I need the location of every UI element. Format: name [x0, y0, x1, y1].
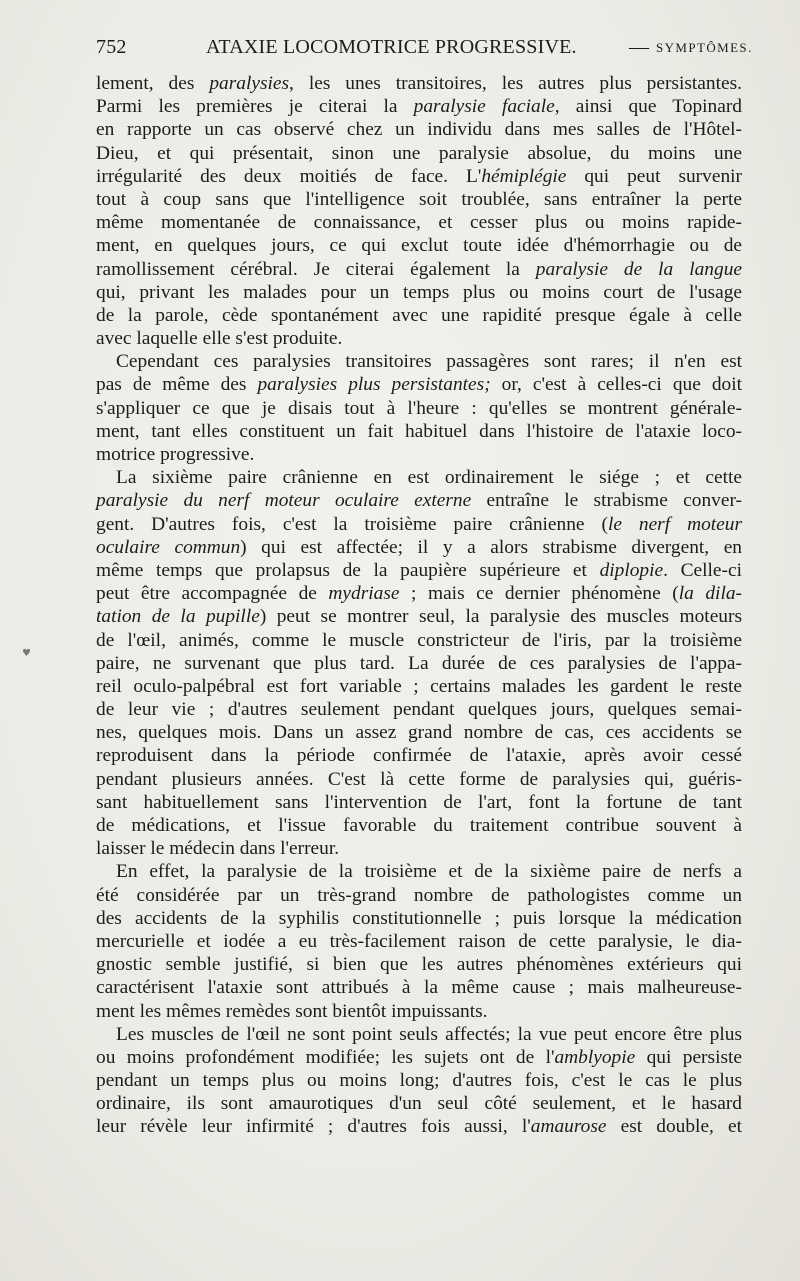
text-line: [96, 304, 742, 327]
text-segment: avec laquelle elle s'est produite.: [96, 328, 343, 350]
italic-term: paralysies plus persistantes;: [257, 374, 491, 396]
text-line: [96, 1046, 742, 1069]
text-line: [96, 629, 742, 652]
text-line: [96, 953, 742, 976]
text-segment: sant habituellement sans l'intervention de l'art, font la fortune de tant: [96, 791, 742, 813]
text-segment: entraîne le strabisme conver-: [471, 490, 742, 512]
text-line: [96, 466, 742, 489]
text-line: [96, 234, 742, 257]
text-segment: . Celle-ci: [663, 559, 742, 581]
text-segment: laisser le médecin dans l'erreur.: [96, 838, 340, 860]
title-separator: —: [629, 36, 650, 58]
italic-term: paralysies: [209, 73, 290, 94]
text-line: [96, 142, 742, 165]
text-line: [96, 1023, 742, 1046]
italic-term: la dila-: [678, 583, 742, 605]
italic-term: tation de la pupille: [96, 606, 260, 628]
text-line: [96, 698, 742, 721]
text-line: [96, 814, 742, 837]
text-segment: ordinaire, ils sont amaurotiques d'un seul côté seulement, et le hasard: [96, 1093, 742, 1115]
text-segment: pendant plusieurs années. C'est là cette forme de paralysies qui, guéris-: [96, 768, 742, 790]
text-line: [96, 837, 742, 860]
text-segment: qui peut survenir: [566, 165, 742, 187]
italic-term: hémiplégie: [481, 165, 567, 187]
text-line: [96, 443, 742, 466]
text-line: [96, 860, 742, 883]
text-segment: En effet, la paralysie de la troisième et de la sixième paire de nerfs a: [116, 861, 742, 883]
page-number: 752: [96, 36, 127, 58]
text-line: [96, 675, 742, 698]
italic-term: paralysie de la langue: [535, 258, 742, 280]
text-segment: de la parole, cède spontanément avec une rapidité presque égale à celle: [96, 304, 742, 326]
section-title: SYMPTÔMES.: [656, 40, 753, 55]
text-segment: Dieu, et qui présentait, sinon une paralysie absolue, du moins une: [96, 142, 742, 164]
text-line: [96, 281, 742, 304]
text-line: [96, 536, 742, 559]
text-segment: , ainsi que Topinard: [554, 96, 743, 118]
text-segment: ment les mêmes remèdes sont bientôt impuissants.: [96, 1000, 488, 1022]
text-segment: gnostic semble justifié, si bien que les autres phénomènes extérieurs qui: [96, 954, 742, 976]
text-segment: tout à coup sans que l'intelligence soit troublée, sans entraîner la perte: [96, 188, 742, 210]
text-segment: nes, quelques mois. Dans un assez grand nombre de cas, ces accidents se: [96, 722, 742, 744]
italic-term: le nerf moteur: [607, 513, 743, 535]
text-line: [96, 1000, 742, 1023]
text-segment: or, c'est à celles-ci que doit: [490, 374, 742, 396]
text-segment: été considérée par un très-grand nombre de pathologistes comme un: [96, 884, 742, 906]
text-line: [96, 1115, 742, 1138]
running-title: ATAXIE LOCOMOTRICE PROGRESSIVE.: [206, 36, 577, 58]
italic-term: amblyopie: [554, 1046, 636, 1068]
text-line: [96, 605, 742, 628]
text-segment: gent. D'autres fois, c'est la troisième paire crânienne (: [96, 513, 608, 535]
text-line: [96, 768, 742, 791]
text-line: [96, 884, 742, 907]
text-segment: Parmi les premières je citerai la: [96, 96, 414, 118]
text-line: [96, 420, 742, 443]
text-segment: de leur vie ; d'autres seulement pendant quelques jours, quelques semai-: [96, 699, 742, 721]
text-line: [96, 211, 742, 234]
text-segment: ment, tant elles constituent un fait habituel dans l'histoire de l'ataxie loco-: [96, 420, 742, 442]
text-line: [96, 559, 742, 582]
text-line: [96, 327, 742, 350]
text-line: [96, 791, 742, 814]
text-segment: reil oculo-palpébral est fort variable ; certains malades les gardent le reste: [96, 675, 742, 697]
italic-term: mydriase: [328, 583, 400, 605]
italic-term: diplopie: [599, 559, 664, 581]
text-segment: pas de même des: [96, 374, 258, 396]
text-segment: est double, et: [606, 1116, 742, 1138]
text-line: [96, 72, 742, 95]
text-line: [96, 907, 742, 930]
body-text: [96, 72, 742, 1139]
text-segment: même momentanée de connaissance, et cesser plus ou moins rapide-: [96, 212, 742, 234]
text-segment: Les muscles de l'œil ne sont point seuls affectés; la vue peut encore être plus: [116, 1023, 742, 1045]
text-segment: ment, en quelques jours, ce qui exclut toute idée d'hémorrhagie ou de: [96, 235, 742, 257]
text-segment: Cependant ces paralysies transitoires passagères sont rares; il n'en est: [116, 351, 742, 373]
text-segment: qui persiste: [635, 1046, 742, 1068]
italic-term: paralysie du nerf moteur oculaire externe: [96, 490, 472, 512]
text-segment: ; mais ce dernier phénomène (: [399, 583, 679, 605]
text-line: [96, 1092, 742, 1115]
text-segment: ) peut se montrer seul, la paralysie des muscles moteurs: [259, 606, 743, 628]
text-line: [96, 165, 742, 188]
text-line: [96, 721, 742, 744]
text-segment: , les unes transitoires, les autres plus persistantes.: [289, 73, 742, 94]
text-line: [96, 489, 742, 512]
text-segment: ) qui est affectée; il y a alors strabisme divergent, en: [240, 536, 743, 558]
text-line: [96, 1069, 742, 1092]
italic-term: amaurose: [530, 1116, 607, 1138]
italic-term: paralysie faciale: [413, 96, 555, 118]
text-segment: mercurielle et iodée a eu très-facilement raison de cette paralysie, le dia-: [96, 930, 742, 952]
text-segment: ou moins profondément modifiée; les sujets ont de l': [96, 1046, 555, 1068]
text-line: [96, 513, 742, 536]
text-line: [96, 258, 742, 281]
text-line: [96, 652, 742, 675]
text-segment: paire, ne survenant que plus tard. La durée de ces paralysies de l'appa-: [96, 652, 742, 674]
text-segment: des accidents de la syphilis constitutionnelle ; puis lorsque la médication: [96, 907, 742, 929]
text-segment: de l'œil, animés, comme le muscle constricteur de l'iris, par la troisième: [96, 629, 742, 651]
text-line: [96, 930, 742, 953]
text-line: [96, 350, 742, 373]
text-segment: ramollissement cérébral. Je citerai également la: [96, 258, 536, 280]
text-segment: même temps que prolapsus de la paupière supérieure et: [96, 559, 600, 581]
text-segment: en rapporte un cas observé chez un individu dans mes salles de l'Hôtel-: [96, 119, 742, 141]
text-line: [96, 95, 742, 118]
text-line: [96, 976, 742, 999]
text-segment: irrégularité des deux moitiés de face. L': [96, 165, 482, 187]
text-segment: reproduisent dans la période confirmée de l'ataxie, après avoir cessé: [96, 745, 742, 767]
text-line: [96, 373, 742, 396]
text-segment: de médications, et l'issue favorable du traitement contribue souvent à: [96, 815, 742, 836]
text-segment: lement, des: [96, 73, 210, 94]
text-line: [96, 188, 742, 211]
text-segment: s'appliquer ce que je disais tout à l'heure : qu'elles se montrent générale-: [96, 397, 742, 419]
text-segment: leur révèle leur infirmité ; d'autres fois aussi, l': [96, 1116, 531, 1138]
text-segment: caractérisent l'ataxie sont attribués à la même cause ; mais malheureuse-: [96, 977, 742, 999]
text-line: [96, 397, 742, 420]
text-segment: motrice progressive.: [96, 444, 255, 465]
text-segment: qui, privant les malades pour un temps plus ou moins court de l'usage: [96, 281, 742, 303]
text-segment: La sixième paire crânienne en est ordinairement le siége ; et cette: [116, 467, 742, 489]
text-line: [96, 582, 742, 605]
italic-term: oculaire commun: [96, 536, 241, 558]
text-segment: peut être accompagnée de: [96, 583, 329, 605]
text-line: [96, 744, 742, 767]
text-line: [96, 118, 742, 141]
text-segment: pendant un temps plus ou moins long; d'autres fois, c'est le cas le plus: [96, 1070, 742, 1092]
margin-ink-mark: ♥: [22, 648, 31, 659]
